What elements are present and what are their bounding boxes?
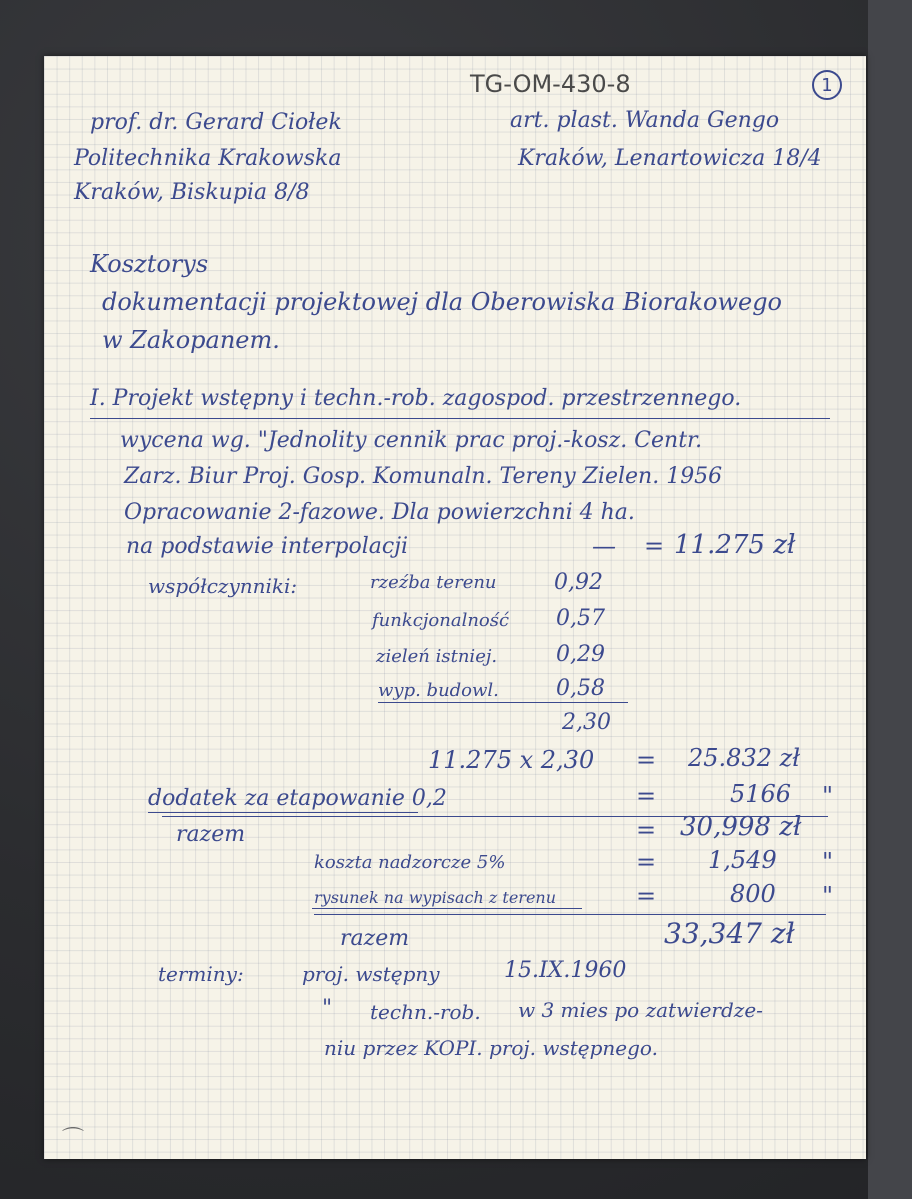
admin-cost-label: koszta nadzorcze 5% xyxy=(314,852,506,873)
page-number: 1 xyxy=(821,74,833,96)
co-author-name: art. plast. Wanda Gengo xyxy=(510,108,780,133)
coefficient-name: zieleń istniej. xyxy=(376,646,498,667)
deadline-preliminary-date: 15.IX.1960 xyxy=(504,958,627,983)
product-value: 25.832 zł xyxy=(688,744,801,772)
handwritten-document-page xyxy=(44,56,866,1159)
co-author-address: Kraków, Lenartowicza 18/4 xyxy=(518,146,822,171)
coefficients-sum: 2,30 xyxy=(562,710,611,735)
product-equals: = xyxy=(636,746,657,774)
survey-cost-value: 800 xyxy=(730,880,776,908)
section-heading: I. Projekt wstępny i techn.-rob. zagospod. przestrzennego. xyxy=(90,386,742,411)
scan-edge-strip xyxy=(868,0,912,1199)
deadline-preliminary-text: proj. wstępny xyxy=(302,962,440,986)
ditto-mark: " xyxy=(822,848,834,876)
coefficient-value: 0,58 xyxy=(556,676,605,701)
section-heading-underline xyxy=(90,418,830,419)
surcharge-value: 5166 xyxy=(730,780,792,808)
author-address: Kraków, Biskupia 8/8 xyxy=(74,180,310,205)
coefficient-value: 0,57 xyxy=(556,606,605,631)
ditto-mark: " xyxy=(322,996,333,1021)
subtotal-label: razem xyxy=(176,822,246,847)
pricing-dash: — xyxy=(592,532,616,560)
author-institution: Politechnika Krakowska xyxy=(74,146,342,171)
survey-cost-label: rysunek na wypisach z terenu xyxy=(314,888,557,907)
total-value: 33,347 zł xyxy=(664,917,795,950)
pricing-basis-line1: wycena wg. "Jednolity cennik prac proj.-kosz. Centr. xyxy=(120,428,703,453)
document-title-line3: w Zakopanem. xyxy=(102,326,280,354)
page-number-circle xyxy=(812,70,842,100)
survey-underline xyxy=(312,908,582,909)
archive-signature: TG-OM-430-8 xyxy=(470,70,631,98)
surcharge-underline xyxy=(148,812,418,813)
subtotal-equals: = xyxy=(636,816,657,844)
surcharge-label: dodatek za etapowanie 0,2 xyxy=(148,786,447,811)
coefficients-label: współczynniki: xyxy=(148,574,298,598)
pricing-basis-line3: Opracowanie 2-fazowe. Dla powierzchni 4 ha. xyxy=(124,500,635,525)
coefficient-name: wyp. budowl. xyxy=(378,680,499,701)
document-title-line2: dokumentacji projektowej dla Oberowiska Biorakowego xyxy=(102,288,783,316)
document-title: Kosztorys xyxy=(90,250,209,278)
admin-cost-value: 1,549 xyxy=(708,846,777,874)
surcharge-equals: = xyxy=(636,782,657,810)
coefficients-sum-rule xyxy=(378,702,628,703)
pricing-basis-line2: Zarz. Biur Proj. Gosp. Komunaln. Tereny Zielen. 1956 xyxy=(124,464,723,489)
total-rule xyxy=(314,914,826,915)
admin-cost-equals: = xyxy=(636,848,657,876)
base-price-value: 11.275 zł xyxy=(674,530,796,560)
ditto-mark: " xyxy=(822,782,834,810)
pricing-equals: = xyxy=(644,532,665,560)
subtotal-value: 30,998 zł xyxy=(680,812,802,842)
author-name: prof. dr. Gerard Ciołek xyxy=(90,110,342,135)
coefficient-value: 0,29 xyxy=(556,642,605,667)
pricing-basis-line4: na podstawie interpolacji xyxy=(126,534,409,559)
deadlines-label: terminy: xyxy=(158,962,244,986)
total-label: razem xyxy=(340,926,410,951)
ditto-mark: " xyxy=(822,882,834,910)
coefficient-name: funkcjonalność xyxy=(372,610,510,631)
coefficient-value: 0,92 xyxy=(554,570,603,595)
product-expression: 11.275 x 2,30 xyxy=(428,746,595,774)
deadline-technical-line3: niu przez KOPI. proj. wstępnego. xyxy=(324,1036,658,1060)
deadline-technical-text: techn.-rob. xyxy=(370,1000,481,1024)
coefficient-name: rzeźba terenu xyxy=(370,572,497,593)
deadline-technical-rest: w 3 mies po zatwierdze- xyxy=(518,998,763,1022)
pencil-hook-mark: ⌒ xyxy=(62,1127,85,1152)
survey-cost-equals: = xyxy=(636,882,657,910)
